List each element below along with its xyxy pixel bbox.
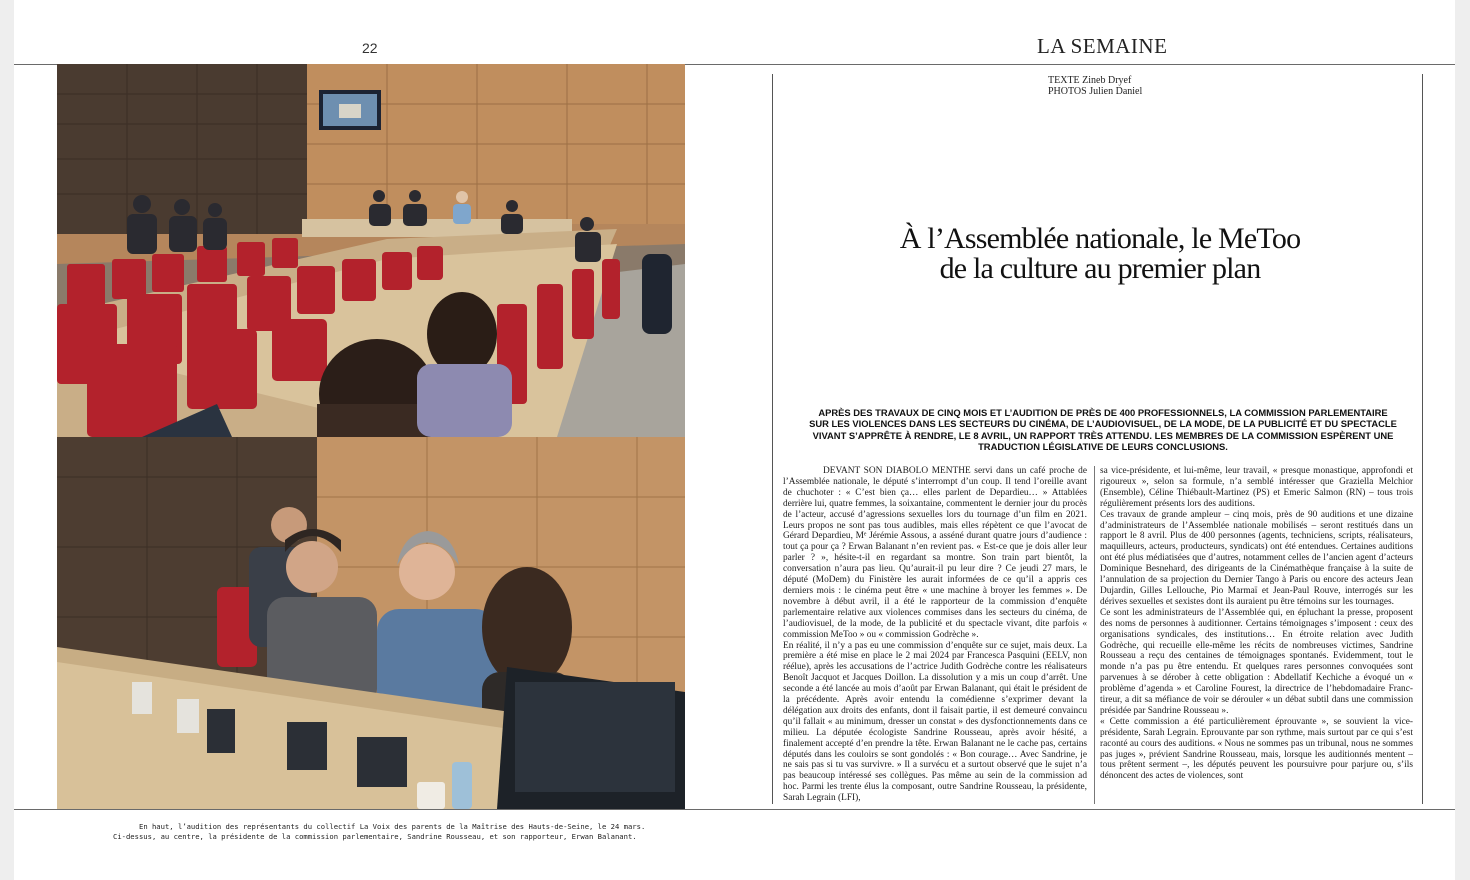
body-paragraph: Ces travaux de grande ampleur – cinq mois, près de 90 auditions et une dizaine d’administrateurs de l’Assemblée nationale mobilisés – seront restitués dans un rapport le 8 avril. Plus de 400 personnes (agents, techniciens, scripts, réalisateurs, maquilleurs, acteurs, producteurs, syndicats) ont été entendues. Certaines auditions ont été plus médiatisées que d’autres, notamment celles de l’ancien agent d’acteurs Dominique Besnehard, des dirigeants de la Cinémathèque française à la suite de l’annulation de sa projection du Dernier Tango à Paris ou encore des acteurs Jean Dujardin, Gilles Lellouche, Pio Marmaï et Jean-Paul Rouve, interrogés sur les dérives sexuelles et sexistes dont ils auraient pu être témoins sur les tournages. [1100,509,1413,607]
body-paragraph [783,466,1087,641]
hearing-room-illustration [57,64,685,437]
commission-members-illustration [57,437,685,809]
caption-bottom-photo: Ci-dessus, au centre, la présidente de la commission parlementaire, Sandrine Rousseau, et son rapporteur, Erwan Balanant. [113,832,637,841]
body-paragraph: sa vice-présidente, et lui-même, leur travail, « presque monastique, approfondi et rigoureux », selon sa formule, n’a semblé intéresser que Graziella Melchior (Ensemble), Céline Thiébault-Martinez (PS) et Emeric Salmon (RN) – tous trois régulièrement présents lors des auditions. [1100,466,1413,509]
article-right-rule [1422,74,1423,804]
credit-photos: PHOTOS Julien Daniel [1048,86,1143,97]
section-title: LA SEMAINE [1037,34,1168,58]
footer-rule [14,809,1455,810]
article-column-1 [783,466,1087,804]
page-number: 22 [362,40,378,56]
commission-hearing-room-photo [57,64,685,437]
caption-top-photo: En haut, l’audition des représentants du collectif La Voix des parents de la Maîtrise des Hauts-de-Seine, le 24 mars. [139,822,646,831]
article-left-rule [772,74,773,804]
commission-president-and-rapporteur-photo [57,437,685,809]
article-column-2 [1100,466,1413,804]
article-standfirst: APRÈS DES TRAVAUX DE CINQ MOIS ET L’AUDITION DE PRÈS DE 400 PROFESSIONNELS, LA COMMISSION PARLEMENTAIRE SUR LES VIOLENCES DANS LES SECTEURS DU CINÉMA, DE L’AUDIOVISUEL, DE LA MODE, DE LA PUBLICITÉ ET DU SPECTACLE VIVANT S’APPRÊTE À RENDRE, LE 8 AVRIL, UN RAPPORT TRÈS ATTENDU. LES MEMBRES DE LA COMMISSION ESPÈRENT UNE TRADUCTION LÉGISLATIVE DE LEURS CONCLUSIONS. [809,407,1397,453]
body-paragraph: « Cette commission a été particulièrement éprouvante », se souvient la vice-présidente, Sarah Legrain. Eprouvante par son rythme, mais surtout par ce qui s’est raconté au cours des auditions. « Nous ne sommes pas un tribunal, nous ne sommes pas juges », prévient Sandrine Rousseau, mais, lorsque les auditionnés mentent – tous prêtent serment –, les députés peuvent les poursuivre pour parjure ou, s’ils dénoncent des actes de violences, sont [1100,716,1413,782]
credit-text: TEXTE Zineb Dryef [1048,75,1132,86]
paragraph-text: servi dans un café proche de l’Assemblée nationale, le député s’interrompt d’un coup. Il tend l’oreille avant de chuchoter : « C’est bien ça… elles parlent de Depardieu… » Attablées derrière lui, quatre femmes, la soixantaine, commentent le dernier jour du procès de l’acteur, accusé d’agressions sexuelles lors du tournage d’un film en 2021. Leurs propos ne sont pas tous audibles, mais elles répètent ce que l’avocat de Gérard Depardieu, Mᵉ Jérémie Assous, a asséné durant quatre jours d’audience : tout ça pour ça ? Erwan Balanant n’en revient pas. « Est-ce que je dois aller leur parler ? », hésite-t-il en regardant sa montre. Son train part bientôt, la conversation n’aura pas lieu. Qu’aurait-il pu leur dire ? Ce jeudi 27 mars, le député (MoDem) du Finistère les aurait informées de ce qu’il a appris ces derniers mois : le cinéma peut être « une machine à broyer les femmes ». De novembre à début avril, il a été le rapporteur de la commission d’enquête parlementaire relative aux violences commises dans les secteurs du cinéma, de l’audiovisuel, de la mode, de la publicité et du spectacle vivant, dite parfois « commission MeToo » ou « commission Godrèche ». [783,466,1087,640]
body-paragraph: Ce sont les administrateurs de l’Assemblée qui, en épluchant la presse, proposent des noms de personnes à auditionner. Certains témoignages s’imposent : ceux des organisations syndicales, des institutions… En étroite relation avec Judith Godrèche, qui recueille elle-même les récits de nombreuses victimes, Sandrine Rousseau a reçu des centaines de témoignages spontanés. Evidemment, tout le monde n’a pas pu être entendu. Et quelques rares personnes convoquées sont parvenues à se dérober à cette obligation : Abdellatif Kechiche a évoqué un « problème d’agenda » et Caroline Fourest, la directrice de l’hebdomadaire Franc-tireur, a dit sa méfiance de voir se dérouler « un débat subtil dans une commission présidée par Sandrine Rousseau ». [1100,607,1413,716]
lead-in: DEVANT SON DIABOLO MENTHE [823,466,971,476]
headline-line-1: À l’Assemblée nationale, le MeToo [899,222,1301,255]
headline-line-2: de la culture au premier plan [939,252,1261,285]
photo-captions [113,822,673,842]
column-separator [1094,466,1095,804]
body-paragraph: En réalité, il n’y a pas eu une commission d’enquête sur ce sujet, mais deux. La première a été mise en place le 2 mai 2024 par Francesca Pasquini (EELV, non réélue), après les accusations de l’actrice Judith Godrèche contre les réalisateurs Benoît Jacquot et Jacques Doillon. La dissolution y a mis un coup d’arrêt. Une seconde a été lancée au mois d’août par Erwan Balanant, qui était le président de la précédente. Après avoir entendu la comédienne s’exprimer devant la délégation aux droits des enfants, dont il faisait partie, il est demeuré convaincu qu’il fallait « au minimum, dresser un constat » des dysfonctionnements dans ce milieu. La députée écologiste Sandrine Rousseau, après avoir hésité, a finalement accepté d’en prendre la tête. Erwan Balanant ne le cache pas, certains députés dans les couloirs se sont gondolés : « Bon courage… Avec Sandrine, je ne sais pas si tu vas survivre. » Il a survécu et a surtout observé que le sujet n’a pas beaucoup intéressé ses collègues. Pas même au sein de la commission ad hoc. Parmi les trente élus la composant, outre Sandrine Rousseau, la présidente, Sarah Legrain (LFI), [783,640,1087,804]
article-headline [780,224,1420,284]
article-credits [1048,75,1208,97]
